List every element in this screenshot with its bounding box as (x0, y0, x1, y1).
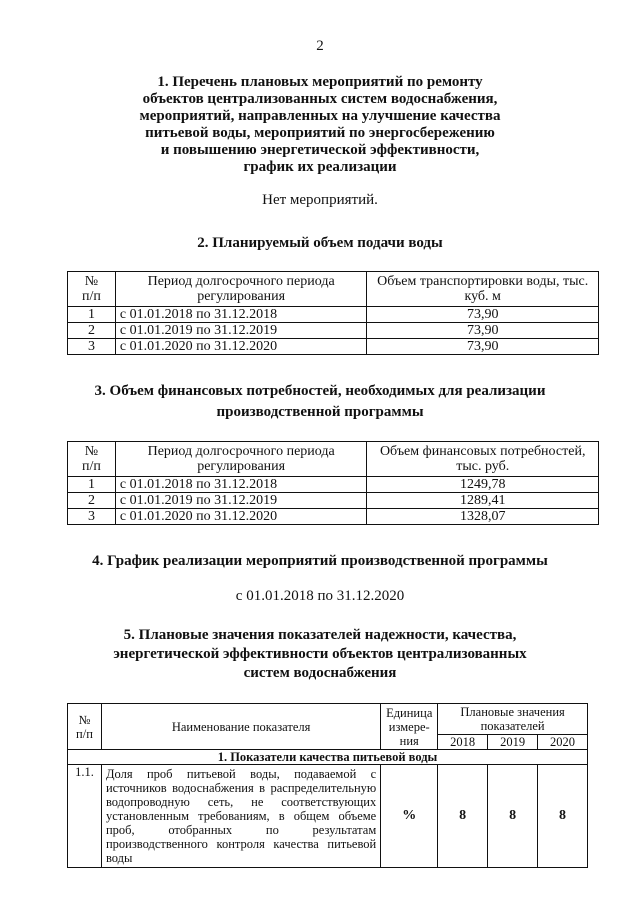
section1-title-line: и повышению энергетической эффективности, (160, 142, 480, 158)
header-finance: Объем финансовых потребностей, тыс. руб. (367, 442, 599, 477)
row-value: 73,90 (367, 323, 599, 339)
header-num: № п/п (68, 704, 102, 750)
table-header-row (68, 704, 588, 735)
header-planned-values: Плановые значения показателей (438, 704, 588, 735)
table-row (68, 509, 599, 525)
row-num: 1.1. (68, 765, 102, 868)
header-num: № п/п (68, 442, 116, 477)
row-num: 3 (68, 339, 116, 355)
row-num: 2 (68, 323, 116, 339)
supply-volume-table (67, 271, 599, 355)
section5-title-line: 5. Плановые значения показателей надежности, качества, (123, 627, 517, 643)
header-volume: Объем транспортировки воды, тыс. куб. м (367, 272, 599, 307)
page-number: 2 (316, 38, 324, 54)
section1-title-line: 1. Перечень плановых мероприятий по ремонту (157, 74, 483, 90)
table-row (68, 493, 599, 509)
section1-title-line: питьевой воды, мероприятий по энергосбережению (145, 125, 495, 141)
row-num: 1 (68, 477, 116, 493)
table-row (68, 765, 588, 868)
table-row (68, 307, 599, 323)
section3-title-line: производственной программы (216, 404, 424, 420)
row-value-2019: 8 (488, 765, 538, 868)
header-period: Период долгосрочного периода регулирования (115, 272, 366, 307)
section3-title (0, 383, 640, 421)
row-value-2018: 8 (438, 765, 488, 868)
row-value-2020: 8 (538, 765, 588, 868)
header-year: 2020 (538, 735, 588, 750)
section1-title (0, 74, 640, 176)
row-value: 1249,78 (367, 477, 599, 493)
section1-note: Нет мероприятий. (262, 192, 378, 208)
group-title: 1. Показатели качества питьевой воды (68, 750, 588, 765)
row-num: 3 (68, 509, 116, 525)
row-unit: % (381, 765, 438, 868)
row-indicator-name: Доля проб питьевой воды, подаваемой с источников водоснабжения в распределительную водопроводную сеть, не соответствующих установленным требованиям, в общем объеме проб, отобранных по результатам производственного контроля качества питьевой воды (101, 765, 380, 868)
row-num: 2 (68, 493, 116, 509)
header-num: № п/п (68, 272, 116, 307)
header-year: 2019 (488, 735, 538, 750)
row-value: 1328,07 (367, 509, 599, 525)
section1-title-line: график их реализации (243, 159, 397, 175)
table-row (68, 477, 599, 493)
table-row (68, 323, 599, 339)
indicators-table (67, 703, 588, 868)
section1-title-line: объектов централизованных систем водоснабжения, (142, 91, 498, 107)
row-value: 73,90 (367, 339, 599, 355)
section5-title-line: систем водоснабжения (243, 665, 397, 681)
header-indicator-name: Наименование показателя (101, 704, 380, 750)
row-period: с 01.01.2020 по 31.12.2020 (115, 339, 366, 355)
section2-title: 2. Планируемый объем подачи воды (197, 235, 443, 251)
section5-title (0, 626, 640, 683)
row-value: 73,90 (367, 307, 599, 323)
table-row (68, 339, 599, 355)
table-header-row (68, 442, 599, 477)
section4-period: с 01.01.2018 по 31.12.2020 (235, 588, 405, 604)
row-period: с 01.01.2020 по 31.12.2020 (115, 509, 367, 525)
header-year: 2018 (438, 735, 488, 750)
section1-title-line: мероприятий, направленных на улучшение качества (139, 108, 501, 124)
section5-title-line: энергетической эффективности объектов централизованных (113, 646, 527, 662)
row-num: 1 (68, 307, 116, 323)
table-group-row (68, 750, 588, 765)
section4-title: 4. График реализации мероприятий производственной программы (92, 553, 548, 569)
section3-title-line: 3. Объем финансовых потребностей, необходимых для реализации (94, 383, 546, 399)
header-unit: Единица измере-ния (381, 704, 438, 750)
row-value: 1289,41 (367, 493, 599, 509)
financial-needs-table (67, 441, 599, 525)
row-period: с 01.01.2019 по 31.12.2019 (115, 493, 367, 509)
table-header-row (68, 272, 599, 307)
row-period: с 01.01.2019 по 31.12.2019 (115, 323, 366, 339)
header-period: Период долгосрочного периода регулирования (115, 442, 367, 477)
row-period: с 01.01.2018 по 31.12.2018 (115, 477, 367, 493)
row-period: с 01.01.2018 по 31.12.2018 (115, 307, 366, 323)
